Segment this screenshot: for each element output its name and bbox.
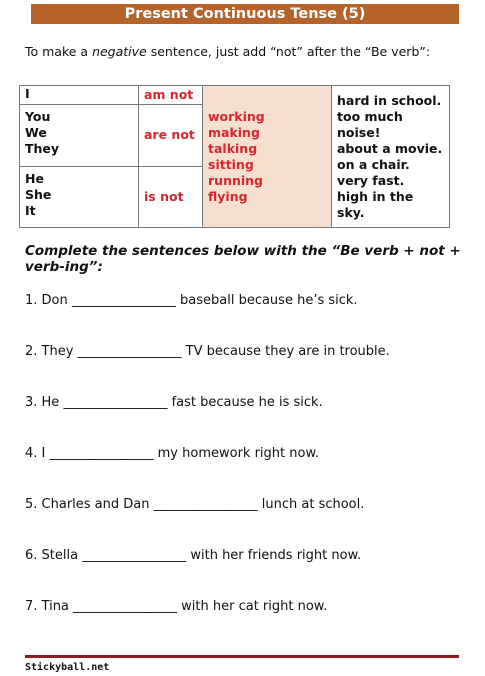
be-cell-am-not: am not [139,86,203,105]
intro-after: sentence, just add “not” after the “Be verb”: [146,44,431,59]
intro-before: To make a [25,44,93,59]
answer-blank[interactable]: ________________ [73,599,178,614]
verb-item: running [208,172,263,188]
exercise-sentence [25,548,361,563]
subject-item: We [25,125,47,140]
verb-item: flying [208,188,248,204]
sentence-end: with her cat right now. [177,599,328,614]
subject-cell-singular [20,166,139,228]
exercise-sentence [25,497,364,512]
exercise-sentence [25,293,358,308]
subject-item: It [25,202,36,218]
be-cell-is-not: is not [139,166,203,228]
answer-blank[interactable]: ________________ [77,344,182,359]
sentence-start: 1. Don [25,293,72,308]
answer-blank[interactable]: ________________ [49,446,154,461]
intro-emphasis: negative [92,44,147,59]
ending-item: very fast. [337,172,405,188]
answer-blank[interactable]: ________________ [153,497,258,512]
sentence-start: 2. They [25,344,78,359]
sentence-end: with her friends right now. [186,548,362,563]
intro-text [25,44,430,59]
exercise-sentence [25,599,327,614]
sentence-start: 4. I [25,446,50,461]
ending-item: high in the sky. [337,188,414,220]
verb-column [203,86,332,228]
be-cell-are-not: are not [139,105,203,167]
grammar-table [19,85,450,228]
subject-item: He [25,170,44,186]
exercise-sentence [25,395,323,410]
verb-item: talking [208,140,258,156]
subject-cell-i: I [20,86,139,105]
sentence-start: 6. Stella [25,548,83,563]
answer-blank[interactable]: ________________ [71,293,176,308]
ending-column [332,86,450,228]
sentence-end: my homework right now. [153,446,320,461]
footer-credit: Stickyball.net [25,662,110,673]
exercise-sentence [25,344,390,359]
sentence-end: baseball because he’s sick. [175,293,358,308]
ending-item: on a chair. [337,156,410,172]
verb-item: sitting [208,156,254,172]
footer-divider [25,655,459,658]
sentence-start: 5. Charles and Dan [25,497,154,512]
exercise-sentence [25,446,319,461]
page-title: Present Continuous Tense (5) [31,4,459,24]
sentence-start: 7. Tina [25,599,74,614]
sentence-end: fast because he is sick. [167,395,323,410]
task-instruction: Complete the sentences below with the “Be verb + not + verb-ing”: [25,243,461,275]
answer-blank[interactable]: ________________ [63,395,168,410]
answer-blank[interactable]: ________________ [82,548,187,563]
verb-item: making [208,124,260,140]
ending-item: hard in school. [337,92,442,108]
subject-item: They [25,141,60,156]
sentence-start: 3. He [25,395,64,410]
sentence-end: TV because they are in trouble. [181,344,390,359]
ending-item: about a movie. [337,140,443,156]
sentence-end: lunch at school. [257,497,365,512]
subject-item: She [25,186,52,202]
verb-item: working [208,108,265,124]
subject-cell-plural [20,105,139,167]
subject-item: You [25,109,51,124]
ending-item: too much noise! [337,108,403,140]
